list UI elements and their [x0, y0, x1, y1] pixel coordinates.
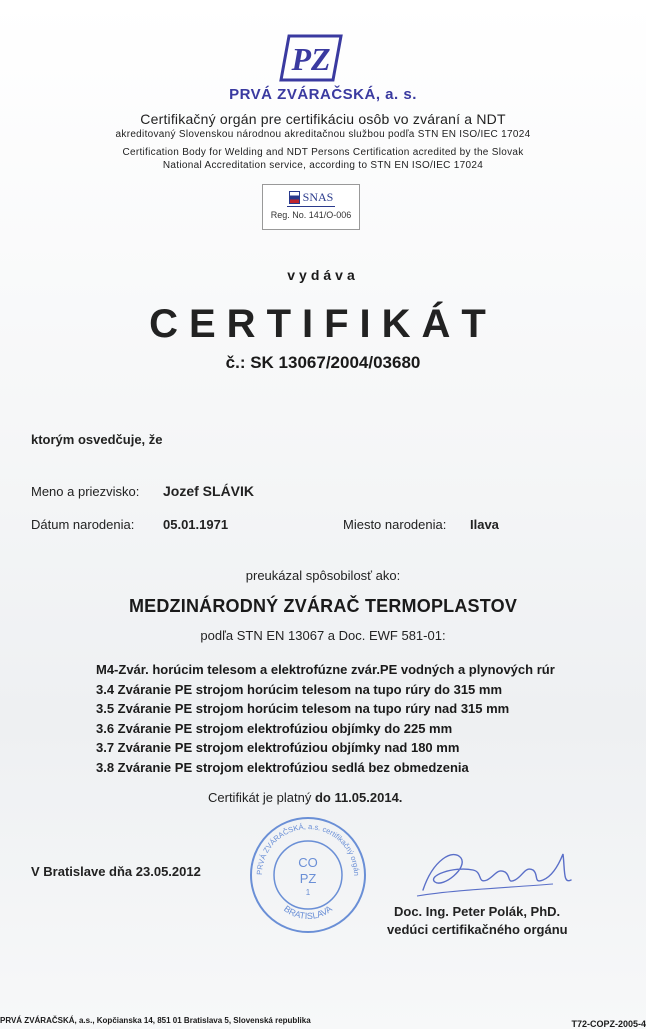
qualification-intro: preukázal spôsobilosť ako: [245, 568, 401, 583]
holder-dob: 05.01.1971 [163, 517, 229, 532]
signatory-role: vedúci certifikačného orgánu [387, 922, 568, 937]
qualification-title: MEDZINÁRODNÝ ZVÁRAČ TERMOPLASTOV [128, 596, 518, 616]
accreditation-sk: akreditovaný Slovenskou národnou akreditačnou službou podľa STN EN ISO/IEC 17024 [115, 129, 531, 140]
list-item: 3.8 Zváranie PE strojom elektrofúziou sedlá bez obmedzenia [96, 759, 469, 775]
document-code: T72-COPZ-2005-4 [571, 1019, 646, 1029]
list-item: 3.6 Zváranie PE strojom elektrofúziou objímky do 225 mm [96, 720, 453, 736]
certificate-title: CERTIFIKÁT [149, 302, 497, 346]
qualification-list [96, 660, 555, 778]
holder-name: Jozef SLÁVIK [163, 483, 255, 499]
signature [413, 840, 583, 900]
company-logo [279, 34, 343, 87]
svg-text:BRATISLAVA [282, 904, 334, 922]
snas-divider [287, 206, 335, 207]
validity [208, 790, 402, 805]
issue-place-date: V Bratislave dňa 23.05.2012 [31, 864, 201, 879]
stamp-line2: PZ [299, 871, 317, 886]
snas-logo [263, 190, 359, 205]
logo-text: PZ [291, 41, 331, 77]
validity-label: Certifikát je platný [208, 790, 312, 805]
org-title: Certifikačný orgán pre certifikáciu osôb vo zváraní a NDT [140, 111, 506, 127]
official-stamp [248, 815, 368, 935]
list-item: 3.7 Zváranie PE strojom elektrofúziou objímky nad 180 mm [96, 740, 460, 756]
accreditation-en-2: National Accreditation service, according to STN EN ISO/IEC 17024 [162, 160, 484, 171]
snas-reg-number: Reg. No. 141/O-006 [270, 210, 352, 220]
signatory-name: Doc. Ing. Peter Polák, PhD. [394, 904, 561, 919]
list-item: M4-Zvár. horúcim telesom a elektrofúzne zvár.PE vodných a plynových rúr [96, 662, 555, 677]
pob-label: Miesto narodenia: [343, 517, 447, 532]
issues-label: vydáva [287, 267, 359, 283]
snas-logo-text: SNAS [302, 190, 334, 204]
list-item: 3.5 Zváranie PE strojom horúcim telesom na tupo rúry nad 315 mm [96, 701, 510, 717]
accreditation-en-1: Certification Body for Welding and NDT Persons Certification acredited by the Slovak [122, 147, 524, 158]
list-item: 3.4 Zváranie PE strojom horúcim telesom na tupo rúry do 315 mm [96, 681, 503, 697]
slovak-flag-icon [289, 191, 300, 204]
holder-pob: Ilava [470, 517, 499, 532]
footer-address: PRVÁ ZVÁRAČSKÁ, a.s., Kopčianska 14, 851 01 Bratislava 5, Slovenská republika [0, 1016, 311, 1025]
validity-date: do 11.05.2014. [314, 790, 403, 805]
certificate-number: č.: SK 13067/2004/03680 [225, 353, 421, 372]
stamp-line3: 1 [305, 888, 311, 897]
name-label: Meno a priezvisko: [31, 484, 140, 499]
snas-badge [262, 184, 360, 230]
stamp-line1: CO [298, 855, 318, 870]
stamp-ring-text: PRVÁ ZVÁRAČSKÁ, a.s. certifikačný orgán [254, 821, 362, 877]
stamp-city: BRATISLAVA [282, 903, 334, 922]
dob-label: Dátum narodenia: [31, 517, 135, 532]
qualification-standard: podľa STN EN 13067 a Doc. EWF 581-01: [200, 628, 446, 643]
certifies-intro: ktorým osvedčuje, že [31, 432, 163, 447]
company-name: PRVÁ ZVÁRAČSKÁ, a. s. [229, 86, 417, 103]
